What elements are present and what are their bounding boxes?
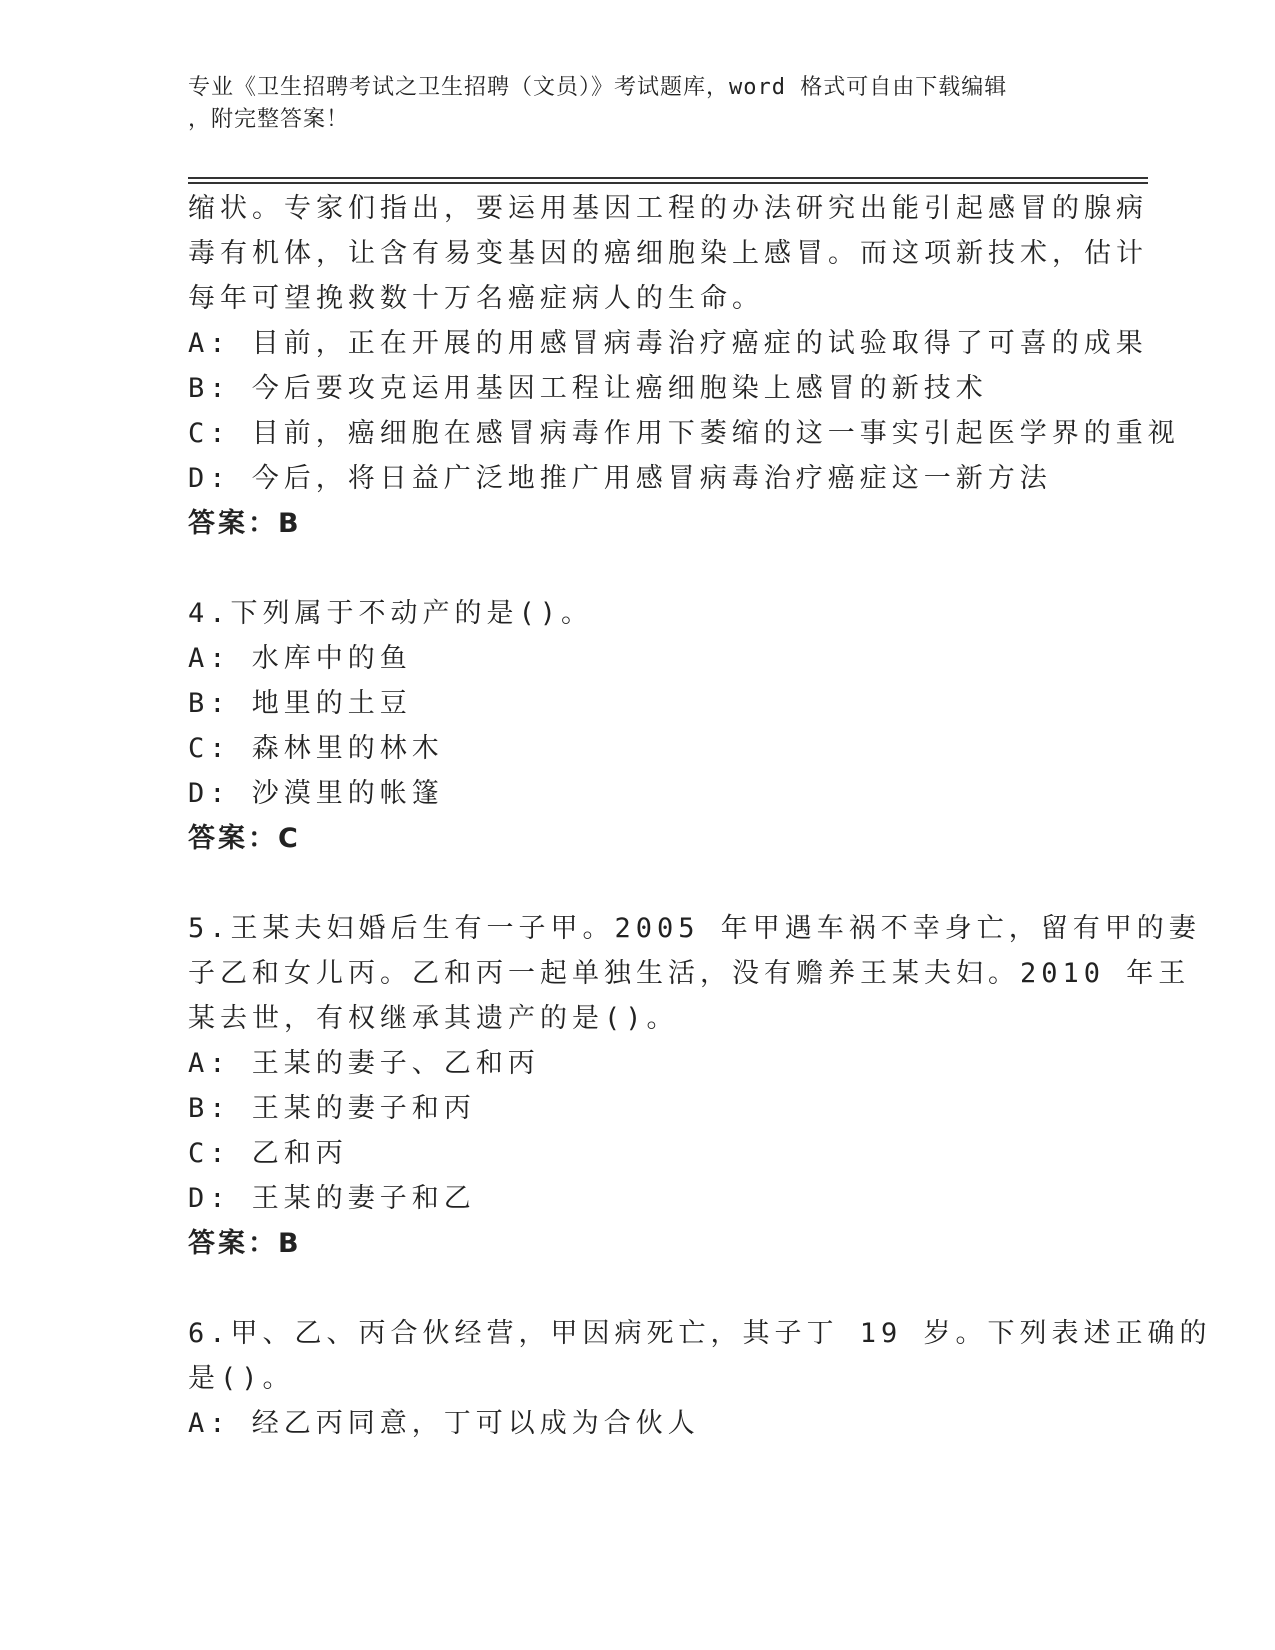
question-text: 6.甲、乙、丙合伙经营，甲因病死亡，其子丁 19 岁。下列表述正确的 xyxy=(188,1318,1212,1349)
question-6 xyxy=(188,1311,1212,1446)
option-d: D: 王某的妻子和乙 xyxy=(188,1183,476,1214)
question-text: 是()。 xyxy=(188,1363,295,1394)
option-d: D: 沙漠里的帐篷 xyxy=(188,778,444,809)
answer: 答案：B xyxy=(188,1228,302,1259)
question-text: 某去世，有权继承其遗产的是()。 xyxy=(188,1003,679,1034)
question-4 xyxy=(188,591,1088,861)
option-a: A: 水库中的鱼 xyxy=(188,643,412,674)
question-text: 子乙和女儿丙。乙和丙一起单独生活，没有赡养王某夫妇。2010 年王 xyxy=(188,958,1191,989)
header-line-2: ，附完整答案！ xyxy=(188,107,350,132)
option-c: C: 乙和丙 xyxy=(188,1138,348,1169)
option-b: B: 地里的土豆 xyxy=(188,688,412,719)
option-a: A: 王某的妻子、乙和丙 xyxy=(188,1048,540,1079)
option-b: B: 今后要攻克运用基因工程让癌细胞染上感冒的新技术 xyxy=(188,373,988,404)
question-text: 毒有机体，让含有易变基因的癌细胞染上感冒。而这项新技术，估计 xyxy=(188,238,1148,269)
header-divider-bottom xyxy=(188,182,1148,184)
header-divider-top xyxy=(188,177,1148,179)
spacer xyxy=(188,861,1088,906)
spacer xyxy=(188,1266,1088,1311)
answer: 答案：B xyxy=(188,508,302,539)
document-header xyxy=(188,72,1068,136)
question-text: 缩状。专家们指出，要运用基因工程的办法研究出能引起感冒的腺病 xyxy=(188,193,1148,224)
option-a: A: 目前，正在开展的用感冒病毒治疗癌症的试验取得了可喜的成果 xyxy=(188,328,1148,359)
spacer xyxy=(188,546,1088,591)
option-d: D: 今后，将日益广泛地推广用感冒病毒治疗癌症这一新方法 xyxy=(188,463,1052,494)
question-text: 5.王某夫妇婚后生有一子甲。2005 年甲遇车祸不幸身亡，留有甲的妻 xyxy=(188,913,1201,944)
question-text: 4.下列属于不动产的是()。 xyxy=(188,598,594,629)
option-c: C: 目前，癌细胞在感冒病毒作用下萎缩的这一事实引起医学界的重视 xyxy=(188,418,1180,449)
header-line-1: 专业《卫生招聘考试之卫生招聘（文员）》考试题库，word 格式可自由下载编辑 xyxy=(188,75,1008,100)
option-b: B: 王某的妻子和丙 xyxy=(188,1093,476,1124)
document-body xyxy=(188,186,1212,1446)
question-text: 每年可望挽救数十万名癌症病人的生命。 xyxy=(188,283,764,314)
question-5 xyxy=(188,906,1201,1266)
answer: 答案：C xyxy=(188,823,301,854)
question-3 xyxy=(188,186,1180,546)
option-c: C: 森林里的林木 xyxy=(188,733,444,764)
option-a: A: 经乙丙同意，丁可以成为合伙人 xyxy=(188,1408,700,1439)
